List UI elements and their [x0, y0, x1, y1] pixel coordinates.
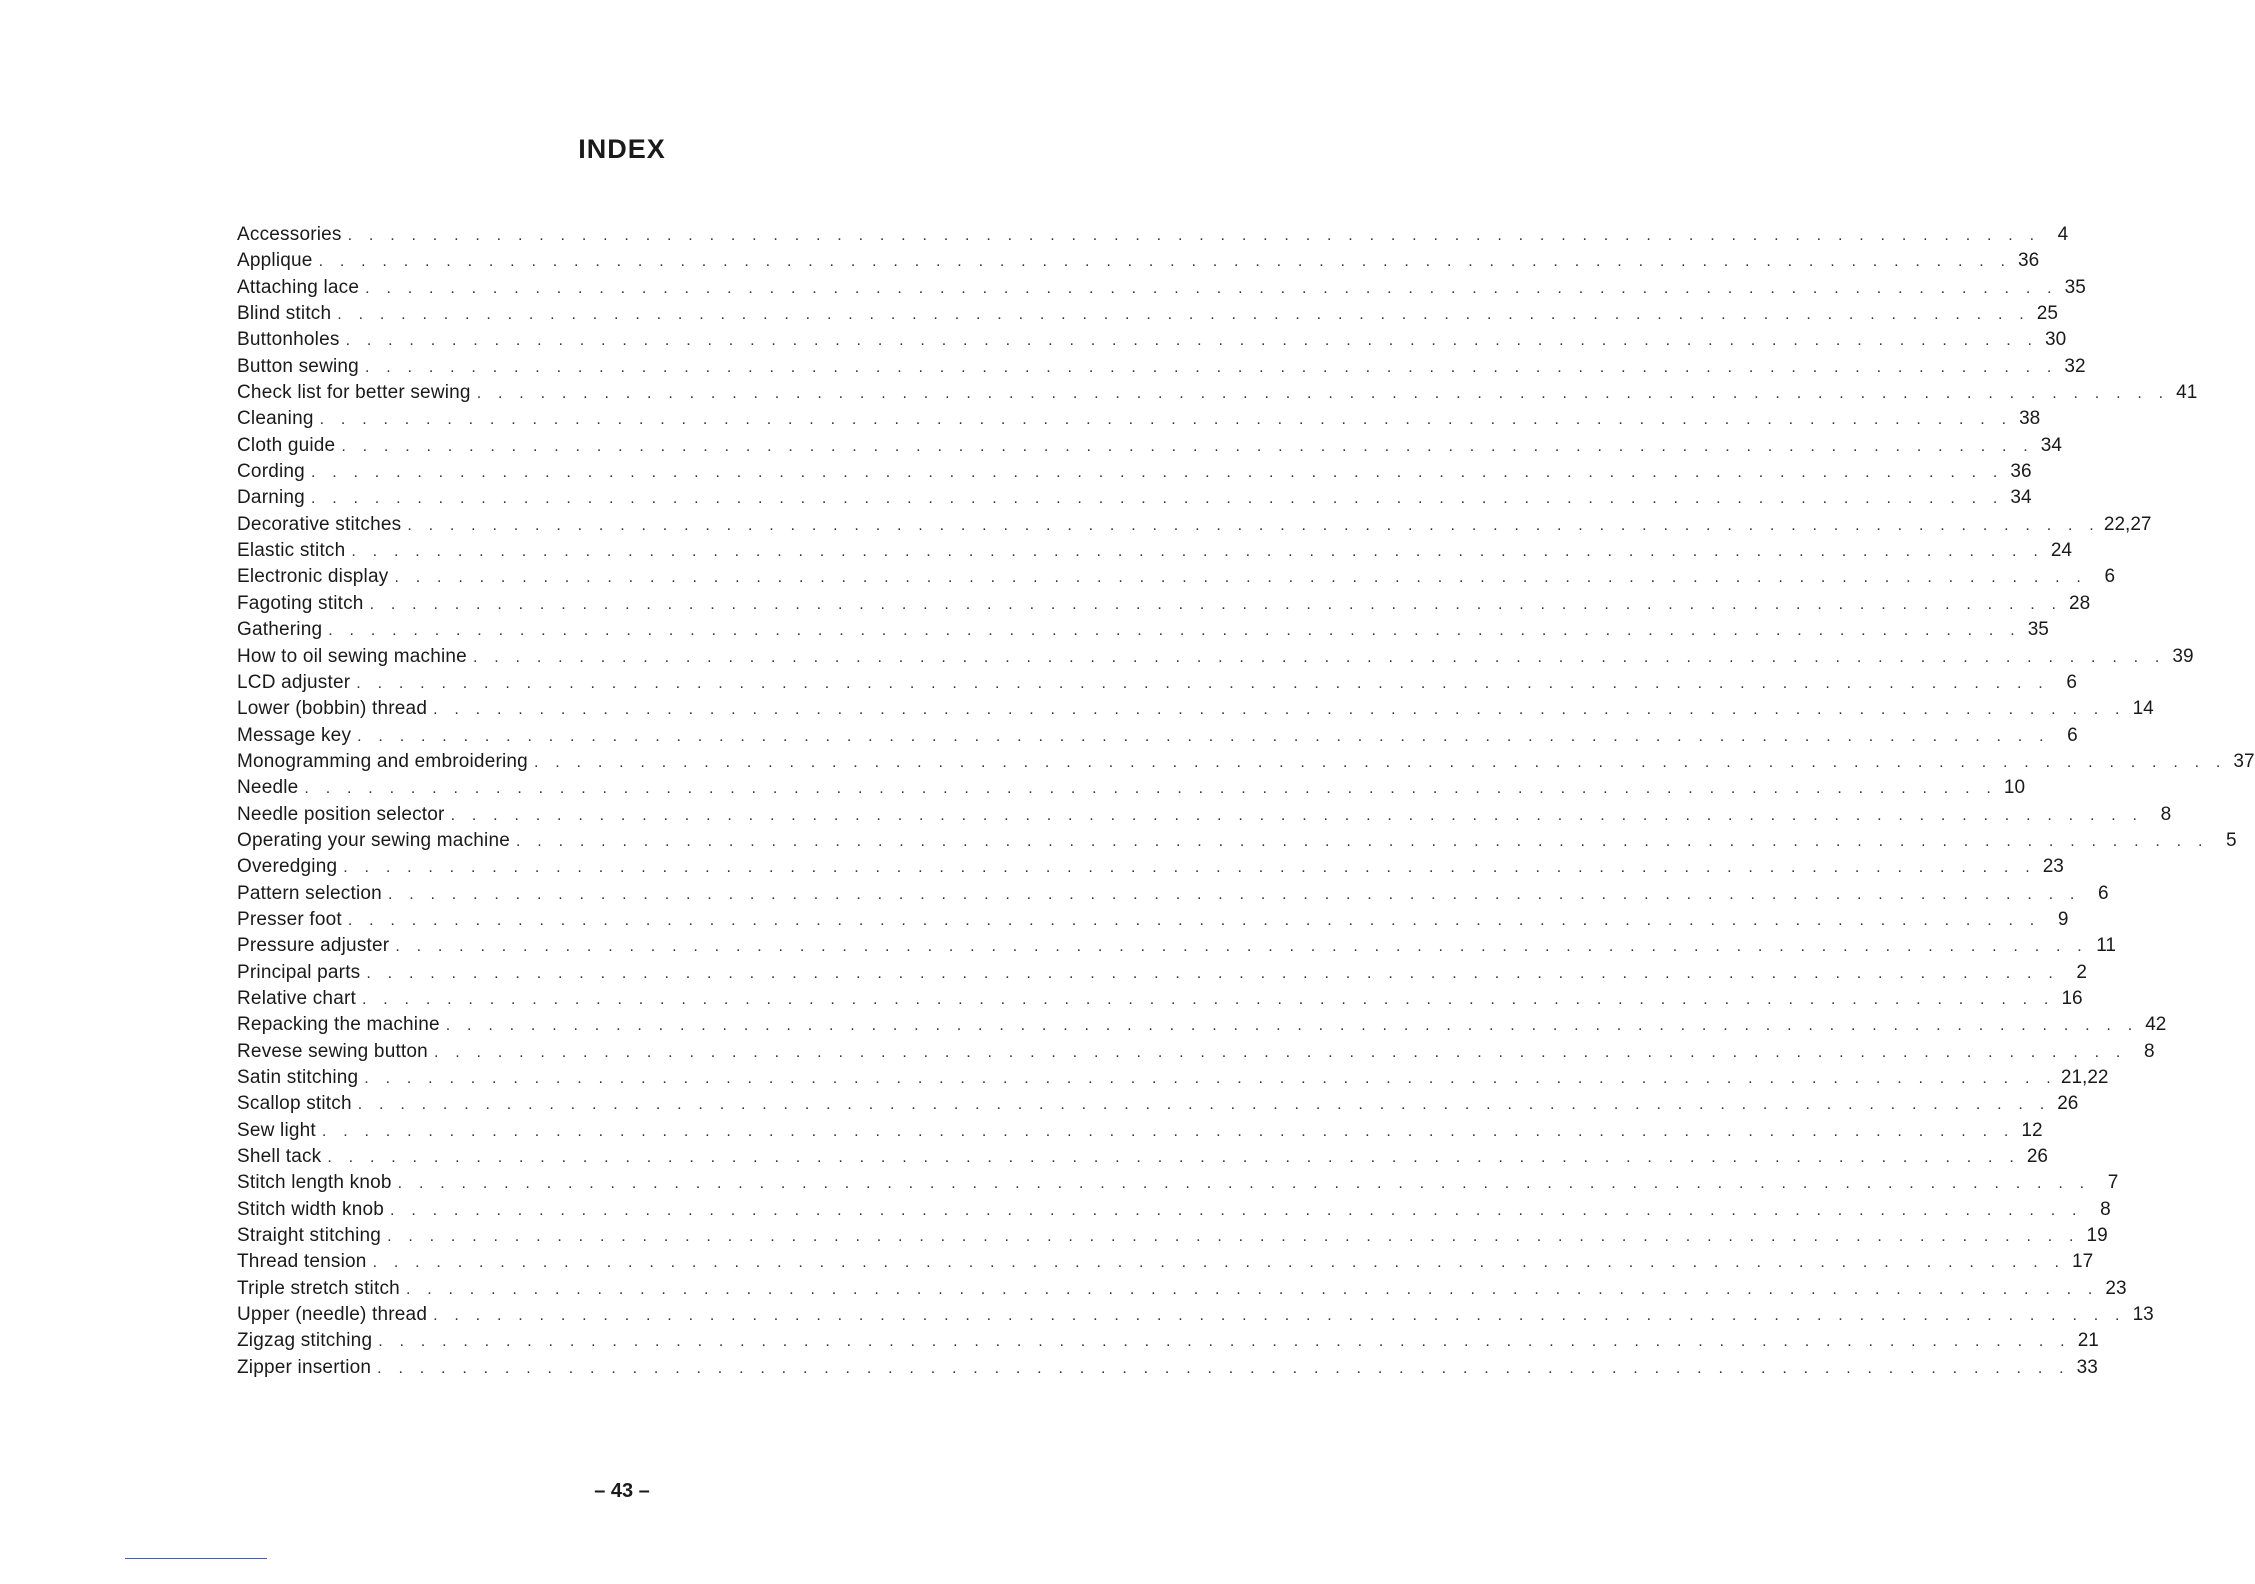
- entry-page-number: 42: [2145, 1014, 2167, 1036]
- entry-page-number: 41: [2176, 382, 2198, 404]
- entry-term: Applique: [237, 250, 313, 272]
- index-entry: [237, 248, 2040, 274]
- entry-page-number: 21,22: [2060, 1067, 2109, 1088]
- dot-leader: . . . . . . . . . . . . . . . . . . . . . . . . . . . . . . . . . . . . . . . . . . . . . . . . . . . . . . . . . . . . . . . . . . . . . . . . . . . . . . . .: [433, 1043, 2127, 1061]
- entry-page-number: 4: [2057, 224, 2069, 245]
- entry-page-number: 9: [2057, 908, 2069, 930]
- index-entry: [237, 591, 2091, 617]
- dot-leader: . . . . . . . . . . . . . . . . . . . . . . . . . . . . . . . . . . . . . . . . . . . . . . . . . . . . . . . . . . . . . . . . . . . . . . . . . . . . . . . .: [387, 1228, 2080, 1246]
- entry-term: Needle: [237, 777, 299, 799]
- index-entry: [237, 644, 2194, 670]
- dot-leader: . . . . . . . . . . . . . . . . . . . . . . . . . . . . . . . . . . . . . . . . . . . . . . . . . . . . . . . . . . . . . . . . . . . . . . . . . . . . . . . .: [378, 1333, 2071, 1351]
- entry-page-number: 32: [2064, 355, 2086, 377]
- dot-leader: . . . . . . . . . . . . . . . . . . . . . . . . . . . . . . . . . . . . . . . . . . . . . . . . . . . . . . . . . . . . . . . . . . . . . . . . . . . . . . . .: [377, 1359, 2070, 1377]
- entry-term: Repacking the machine: [237, 1014, 440, 1036]
- entry-page-number: 22,27: [2103, 513, 2152, 535]
- entry-page-number: 10: [2003, 777, 2026, 799]
- dot-leader: . . . . . . . . . . . . . . . . . . . . . . . . . . . . . . . . . . . . . . . . . . . . . . . . . . . . . . . . . . . . . . . . . . . . . . . . . . . . . . . .: [533, 753, 2227, 771]
- entry-term: Decorative stitches: [237, 513, 402, 535]
- entry-page-number: 6: [2067, 724, 2078, 746]
- index-entry: [237, 828, 2237, 854]
- index-entry: [237, 1197, 2111, 1223]
- index-entry: [237, 275, 2086, 301]
- index-entry: [237, 538, 2072, 564]
- entry-term: Overedging: [237, 856, 338, 878]
- entry-page-number: 5: [2226, 829, 2237, 851]
- entry-page-number: 12: [2021, 1119, 2043, 1141]
- entry-term: Check list for better sewing: [237, 382, 471, 404]
- entry-page-number: 6: [2097, 882, 2109, 904]
- entry-term: Lower (bobbin) thread: [237, 698, 428, 720]
- index-entry: [237, 1012, 2167, 1038]
- dot-leader: . . . . . . . . . . . . . . . . . . . . . . . . . . . . . . . . . . . . . . . . . . . . . . . . . . . . . . . . . . . . . . . . . . . . . . . . . . . . . . . .: [310, 464, 2004, 482]
- dot-leader: . . . . . . . . . . . . . . . . . . . . . . . . . . . . . . . . . . . . . . . . . . . . . . . . . . . . . . . . . . . . . . . . . . . . . . . . . . . . . . . .: [341, 437, 2034, 455]
- dot-leader: . . . . . . . . . . . . . . . . . . . . . . . . . . . . . . . . . . . . . . . . . . . . . . . . . . . . . . . . . . . . . . . . . . . . . . . . . . . . . . . .: [351, 543, 2044, 561]
- entry-page-number: 6: [2104, 566, 2116, 588]
- dot-leader: . . . . . . . . . . . . . . . . . . . . . . . . . . . . . . . . . . . . . . . . . . . . . . . . . . . . . . . . . . . . . . . . . . . . . . . . . . . . . . . .: [390, 1201, 2083, 1219]
- index-entry: [237, 564, 2116, 590]
- dot-leader: . . . . . . . . . . . . . . . . . . . . . . . . . . . . . . . . . . . . . . . . . . . . . . . . . . . . . . . . . . . . . . . . . . . . . . . . . . . . . . . .: [310, 490, 2004, 508]
- dot-leader: . . . . . . . . . . . . . . . . . . . . . . . . . . . . . . . . . . . . . . . . . . . . . . . . . . . . . . . . . . . . . . . . . . . . . . . . . . . . . . . .: [472, 648, 2166, 666]
- entry-term: Accessories: [237, 224, 342, 245]
- entry-page-number: 26: [2057, 1093, 2079, 1115]
- entry-term: Cloth guide: [237, 434, 336, 456]
- entry-page-number: 28: [2069, 592, 2091, 614]
- index-list: [237, 222, 2255, 1381]
- dot-leader: . . . . . . . . . . . . . . . . . . . . . . . . . . . . . . . . . . . . . . . . . . . . . . . . . . . . . . . . . . . . . . . . . . . . . . . . . . . . . . . .: [450, 806, 2144, 824]
- entry-term: Message key: [237, 724, 352, 746]
- entry-page-number: 35: [2027, 619, 2049, 641]
- dot-leader: . . . . . . . . . . . . . . . . . . . . . . . . . . . . . . . . . . . . . . . . . . . . . . . . . . . . . . . . . . . . . . . . . . . . . . . . . . . . . . . .: [357, 727, 2050, 745]
- entry-term: Elastic stitch: [237, 540, 346, 562]
- index-entry: [237, 1065, 2109, 1091]
- entry-term: Cording: [237, 461, 305, 483]
- entry-term: Blind stitch: [237, 303, 332, 325]
- dot-leader: . . . . . . . . . . . . . . . . . . . . . . . . . . . . . . . . . . . . . . . . . . . . . . . . . . . . . . . . . . . . . . . . . . . . . . . . . . . . . . . .: [433, 701, 2126, 719]
- dot-leader: . . . . . . . . . . . . . . . . . . . . . . . . . . . . . . . . . . . . . . . . . . . . . . . . . . . . . . . . . . . . . . . . . . . . . . . . . . . . . . . .: [319, 411, 2013, 429]
- entry-page-number: 7: [2107, 1172, 2119, 1194]
- dot-leader: . . . . . . . . . . . . . . . . . . . . . . . . . . . . . . . . . . . . . . . . . . . . . . . . . . . . . . . . . . . . . . . . . . . . . . . . . . . . . . . .: [347, 911, 2041, 929]
- index-entry: [237, 1091, 2079, 1117]
- index-entry: [237, 881, 2109, 907]
- index-entry: [237, 222, 2069, 248]
- index-entry: [237, 1328, 2099, 1354]
- entry-term: Button sewing: [237, 355, 359, 377]
- entry-page-number: 8: [2160, 803, 2172, 825]
- entry-page-number: 21: [2077, 1330, 2099, 1352]
- index-entry: [237, 301, 2058, 327]
- dot-leader: . . . . . . . . . . . . . . . . . . . . . . . . . . . . . . . . . . . . . . . . . . . . . . . . . . . . . . . . . . . . . . . . . . . . . . . . . . . . . . . .: [343, 859, 2036, 877]
- entry-page-number: 26: [2026, 1146, 2048, 1168]
- entry-page-number: 23: [2042, 856, 2064, 878]
- index-entry: [237, 1223, 2108, 1249]
- entry-term: Zipper insertion: [237, 1356, 372, 1378]
- dot-leader: . . . . . . . . . . . . . . . . . . . . . . . . . . . . . . . . . . . . . . . . . . . . . . . . . . . . . . . . . . . . . . . . . . . . . . . . . . . . . . . .: [327, 1149, 2020, 1167]
- index-entry: [237, 1249, 2094, 1275]
- entry-term: Pressure adjuster: [237, 935, 390, 957]
- dot-leader: . . . . . . . . . . . . . . . . . . . . . . . . . . . . . . . . . . . . . . . . . . . . . . . . . . . . . . . . . . . . . . . . . . . . . . . . . . . . . . . .: [357, 1096, 2051, 1114]
- entry-page-number: 2: [2076, 961, 2087, 983]
- page-title: INDEX: [578, 134, 666, 164]
- entry-term: Zigzag stitching: [237, 1330, 373, 1352]
- entry-page-number: 8: [2100, 1198, 2111, 1220]
- entry-term: Gathering: [237, 619, 323, 641]
- index-entry: [237, 907, 2069, 933]
- entry-term: Attaching lace: [237, 276, 360, 298]
- dot-leader: . . . . . . . . . . . . . . . . . . . . . . . . . . . . . . . . . . . . . . . . . . . . . . . . . . . . . . . . . . . . . . . . . . . . . . . . . . . . . . . .: [405, 1280, 2099, 1298]
- dot-leader: . . . . . . . . . . . . . . . . . . . . . . . . . . . . . . . . . . . . . . . . . . . . . . . . . . . . . . . . . . . . . . . . . . . . . . . . . . . . . . . .: [397, 1175, 2091, 1193]
- index-entry: [237, 696, 2154, 722]
- entry-term: Buttonholes: [237, 329, 340, 351]
- entry-term: Stitch length knob: [237, 1172, 392, 1194]
- dot-leader: . . . . . . . . . . . . . . . . . . . . . . . . . . . . . . . . . . . . . . . . . . . . . . . . . . . . . . . . . . . . . . . . . . . . . . . . . . . . . . . .: [345, 332, 2039, 350]
- dot-leader: . . . . . . . . . . . . . . . . . . . . . . . . . . . . . . . . . . . . . . . . . . . . . . . . . . . . . . . . . . . . . . . . . . . . . . . . . . . . . . . .: [516, 832, 2209, 850]
- dot-leader: . . . . . . . . . . . . . . . . . . . . . . . . . . . . . . . . . . . . . . . . . . . . . . . . . . . . . . . . . . . . . . . . . . . . . . . . . . . . . . . .: [365, 279, 2058, 297]
- dot-leader: . . . . . . . . . . . . . . . . . . . . . . . . . . . . . . . . . . . . . . . . . . . . . . . . . . . . . . . . . . . . . . . . . . . . . . . . . . . . . . . .: [361, 990, 2055, 1008]
- index-entry: [237, 670, 2077, 696]
- entry-term: Monogramming and embroidering: [237, 750, 528, 772]
- entry-page-number: 36: [2010, 461, 2032, 483]
- entry-term: Triple stretch stitch: [237, 1277, 400, 1299]
- index-entry: [237, 1355, 2098, 1381]
- index-entry: [237, 1302, 2154, 1328]
- dot-leader: . . . . . . . . . . . . . . . . . . . . . . . . . . . . . . . . . . . . . . . . . . . . . . . . . . . . . . . . . . . . . . . . . . . . . . . . . . . . . . . .: [347, 227, 2041, 244]
- entry-term: Relative chart: [237, 987, 356, 1009]
- entry-page-number: 16: [2061, 987, 2083, 1009]
- entry-page-number: 34: [2040, 434, 2062, 456]
- dot-leader: . . . . . . . . . . . . . . . . . . . . . . . . . . . . . . . . . . . . . . . . . . . . . . . . . . . . . . . . . . . . . . . . . . . . . . . . . . . . . . . .: [445, 1017, 2139, 1035]
- index-entry: [237, 380, 2198, 406]
- index-entry: [237, 433, 2062, 459]
- footer-rule: [125, 1558, 267, 1559]
- entry-term: Sew light: [237, 1119, 316, 1141]
- entry-term: Scallop stitch: [237, 1093, 352, 1115]
- index-entry: [237, 354, 2086, 380]
- entry-term: How to oil sewing machine: [237, 645, 467, 667]
- entry-page-number: 39: [2172, 645, 2194, 667]
- entry-term: Darning: [237, 487, 305, 509]
- entry-page-number: 8: [2143, 1040, 2155, 1062]
- entry-page-number: 34: [2010, 487, 2032, 509]
- entry-page-number: 11: [2096, 935, 2116, 957]
- dot-leader: . . . . . . . . . . . . . . . . . . . . . . . . . . . . . . . . . . . . . . . . . . . . . . . . . . . . . . . . . . . . . . . . . . . . . . . . . . . . . . . .: [366, 964, 2059, 982]
- dot-leader: . . . . . . . . . . . . . . . . . . . . . . . . . . . . . . . . . . . . . . . . . . . . . . . . . . . . . . . . . . . . . . . . . . . . . . . . . . . . . . . .: [364, 358, 2058, 376]
- index-entry: [237, 459, 2032, 485]
- entry-page-number: 6: [2066, 671, 2077, 693]
- entry-term: LCD adjuster: [237, 671, 351, 693]
- entry-term: Straight stitching: [237, 1225, 382, 1247]
- entry-page-number: 25: [2036, 303, 2058, 325]
- entry-term: Principal parts: [237, 961, 361, 983]
- dot-leader: . . . . . . . . . . . . . . . . . . . . . . . . . . . . . . . . . . . . . . . . . . . . . . . . . . . . . . . . . . . . . . . . . . . . . . . . . . . . . . . .: [407, 516, 2100, 534]
- dot-leader: . . . . . . . . . . . . . . . . . . . . . . . . . . . . . . . . . . . . . . . . . . . . . . . . . . . . . . . . . . . . . . . . . . . . . . . . . . . . . . . .: [395, 938, 2088, 956]
- index-entry: [237, 749, 2255, 775]
- entry-page-number: 14: [2132, 698, 2154, 720]
- entry-term: Fagoting stitch: [237, 592, 364, 614]
- index-entry: [237, 1276, 2127, 1302]
- dot-leader: . . . . . . . . . . . . . . . . . . . . . . . . . . . . . . . . . . . . . . . . . . . . . . . . . . . . . . . . . . . . . . . . . . . . . . . . . . . . . . . .: [394, 569, 2088, 587]
- entry-page-number: 19: [2086, 1225, 2108, 1247]
- entry-term: Stitch width knob: [237, 1198, 385, 1220]
- entry-term: Pattern selection: [237, 882, 382, 904]
- dot-leader: . . . . . . . . . . . . . . . . . . . . . . . . . . . . . . . . . . . . . . . . . . . . . . . . . . . . . . . . . . . . . . . . . . . . . . . . . . . . . . . .: [328, 622, 2021, 640]
- dot-leader: . . . . . . . . . . . . . . . . . . . . . . . . . . . . . . . . . . . . . . . . . . . . . . . . . . . . . . . . . . . . . . . . . . . . . . . . . . . . . . . .: [356, 674, 2049, 692]
- entry-term: Operating your sewing machine: [237, 829, 510, 851]
- index-entry: [237, 1144, 2048, 1170]
- entry-page-number: 38: [2019, 408, 2041, 430]
- dot-leader: . . . . . . . . . . . . . . . . . . . . . . . . . . . . . . . . . . . . . . . . . . . . . . . . . . . . . . . . . . . . . . . . . . . . . . . . . . . . . . . .: [364, 1070, 2057, 1087]
- index-entry: [237, 933, 2116, 959]
- entry-term: Upper (needle) thread: [237, 1304, 428, 1326]
- entry-page-number: 17: [2072, 1251, 2094, 1273]
- index-entry: [237, 775, 2026, 801]
- entry-page-number: 30: [2045, 329, 2067, 351]
- index-entry: [237, 406, 2041, 432]
- entry-term: Shell tack: [237, 1146, 322, 1168]
- index-entry: [237, 986, 2083, 1012]
- dot-leader: . . . . . . . . . . . . . . . . . . . . . . . . . . . . . . . . . . . . . . . . . . . . . . . . . . . . . . . . . . . . . . . . . . . . . . . . . . . . . . . .: [476, 385, 2170, 403]
- entry-term: Needle position selector: [237, 803, 445, 825]
- entry-page-number: 37: [2233, 750, 2255, 772]
- page-number: – 43 –: [594, 1480, 650, 1502]
- entry-term: Cleaning: [237, 408, 314, 430]
- index-entry: [237, 327, 2067, 353]
- entry-term: Presser foot: [237, 908, 342, 930]
- index-entry: [237, 485, 2032, 511]
- entry-page-number: 23: [2105, 1277, 2127, 1299]
- entry-page-number: 35: [2064, 276, 2086, 298]
- index-entry: [237, 960, 2087, 986]
- dot-leader: . . . . . . . . . . . . . . . . . . . . . . . . . . . . . . . . . . . . . . . . . . . . . . . . . . . . . . . . . . . . . . . . . . . . . . . . . . . . . . . .: [387, 885, 2081, 903]
- index-entry: [237, 1039, 2155, 1065]
- entry-page-number: 24: [2050, 540, 2072, 562]
- index-entry: [237, 1118, 2043, 1144]
- index-entry: [237, 512, 2152, 538]
- dot-leader: . . . . . . . . . . . . . . . . . . . . . . . . . . . . . . . . . . . . . . . . . . . . . . . . . . . . . . . . . . . . . . . . . . . . . . . . . . . . . . . .: [304, 780, 1998, 798]
- index-entry: [237, 1170, 2119, 1196]
- entry-term: Satin stitching: [237, 1067, 359, 1088]
- index-entry: [237, 854, 2064, 880]
- entry-term: Thread tension: [237, 1251, 367, 1273]
- index-entry: [237, 802, 2172, 828]
- dot-leader: . . . . . . . . . . . . . . . . . . . . . . . . . . . . . . . . . . . . . . . . . . . . . . . . . . . . . . . . . . . . . . . . . . . . . . . . . . . . . . . .: [318, 253, 2012, 271]
- dot-leader: . . . . . . . . . . . . . . . . . . . . . . . . . . . . . . . . . . . . . . . . . . . . . . . . . . . . . . . . . . . . . . . . . . . . . . . . . . . . . . . .: [321, 1122, 2015, 1140]
- entry-page-number: 36: [2018, 250, 2040, 272]
- entry-page-number: 33: [2076, 1356, 2098, 1378]
- entry-term: Revese sewing button: [237, 1040, 428, 1062]
- entry-term: Electronic display: [237, 566, 389, 588]
- dot-leader: . . . . . . . . . . . . . . . . . . . . . . . . . . . . . . . . . . . . . . . . . . . . . . . . . . . . . . . . . . . . . . . . . . . . . . . . . . . . . . . .: [433, 1307, 2126, 1325]
- dot-leader: . . . . . . . . . . . . . . . . . . . . . . . . . . . . . . . . . . . . . . . . . . . . . . . . . . . . . . . . . . . . . . . . . . . . . . . . . . . . . . . .: [337, 306, 2030, 324]
- index-entry: [237, 723, 2078, 749]
- index-entry: [237, 617, 2049, 643]
- dot-leader: . . . . . . . . . . . . . . . . . . . . . . . . . . . . . . . . . . . . . . . . . . . . . . . . . . . . . . . . . . . . . . . . . . . . . . . . . . . . . . . .: [372, 1254, 2066, 1272]
- entry-page-number: 13: [2132, 1304, 2154, 1326]
- dot-leader: . . . . . . . . . . . . . . . . . . . . . . . . . . . . . . . . . . . . . . . . . . . . . . . . . . . . . . . . . . . . . . . . . . . . . . . . . . . . . . . .: [369, 595, 2063, 613]
